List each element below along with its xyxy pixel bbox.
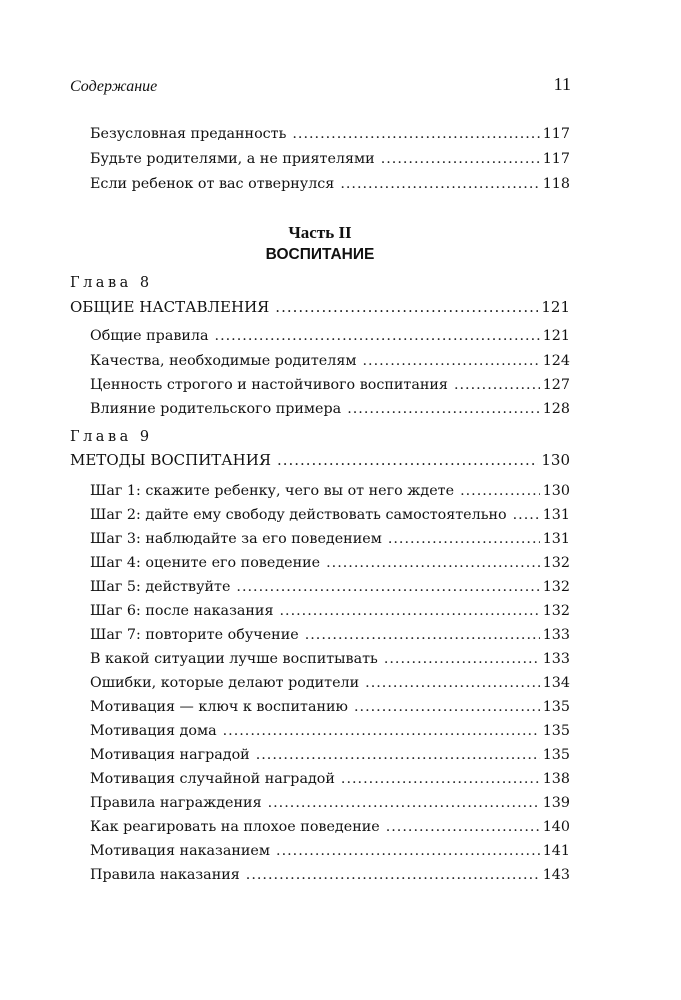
toc-entry-title: Мотивация наказанием xyxy=(90,843,271,859)
toc-entry-page: 121 xyxy=(542,328,570,344)
chapter-heading[interactable] xyxy=(70,298,570,316)
toc-entry-title: Будьте родителями, а не приятелями xyxy=(90,151,375,167)
dot-leader xyxy=(276,842,540,860)
toc-entry[interactable] xyxy=(90,746,570,764)
toc-entry-title: Общие правила xyxy=(90,328,209,344)
toc-entry[interactable] xyxy=(90,506,570,524)
chapter-title: МЕТОДЫ ВОСПИТАНИЯ xyxy=(70,451,271,469)
dot-leader xyxy=(236,578,539,596)
dot-leader xyxy=(362,352,539,370)
toc-entry-title: Шаг 2: дайте ему свободу действовать самостоятельно xyxy=(90,507,507,523)
dot-leader xyxy=(365,674,540,692)
part-subtitle: ВОСПИТАНИЕ xyxy=(265,246,375,263)
toc-entry-title: Качества, необходимые родителям xyxy=(90,353,357,369)
dot-leader xyxy=(386,818,540,836)
running-head-title: Содержание xyxy=(70,78,158,95)
toc-entry-title: Мотивация — ключ к воспитанию xyxy=(90,699,348,715)
toc-entry-title: Правила награждения xyxy=(90,795,262,811)
toc-entry-page: 132 xyxy=(542,579,570,595)
toc-entry[interactable] xyxy=(90,376,570,394)
toc-entry-title: Ценность строгого и настойчивого воспитания xyxy=(90,377,448,393)
toc-entry-page: 117 xyxy=(542,126,570,142)
toc-entry-page: 127 xyxy=(542,377,570,393)
toc-entry-page: 133 xyxy=(542,651,570,667)
dot-leader xyxy=(354,698,540,716)
toc-entry[interactable] xyxy=(90,125,570,143)
toc-entry[interactable] xyxy=(90,554,570,572)
toc-entry-page: 132 xyxy=(542,603,570,619)
dot-leader xyxy=(513,506,540,524)
toc-entry[interactable] xyxy=(90,770,570,788)
toc-entry[interactable] xyxy=(90,327,570,345)
chapter-page: 121 xyxy=(541,298,570,316)
toc-entry-page: 139 xyxy=(542,795,570,811)
toc-entry-title: Шаг 5: действуйте xyxy=(90,579,231,595)
chapter-title: ОБЩИЕ НАСТАВЛЕНИЯ xyxy=(70,298,270,316)
toc-entry[interactable] xyxy=(90,602,570,620)
page-number: 11 xyxy=(553,74,571,94)
dot-leader xyxy=(381,150,540,168)
toc-entry[interactable] xyxy=(90,818,570,836)
toc-entry[interactable] xyxy=(90,482,570,500)
toc-entry-page: 132 xyxy=(542,555,570,571)
dot-leader xyxy=(388,530,540,548)
dot-leader xyxy=(279,602,539,620)
toc-entry[interactable] xyxy=(90,842,570,860)
toc-entry-title: Шаг 6: после наказания xyxy=(90,603,274,619)
toc-entry[interactable] xyxy=(90,175,570,193)
toc-entry-page: 130 xyxy=(542,483,570,499)
dot-leader xyxy=(268,794,540,812)
toc-entry-page: 143 xyxy=(542,867,570,883)
toc-entry-page: 135 xyxy=(542,723,570,739)
toc-entry[interactable] xyxy=(90,150,570,168)
dot-leader xyxy=(275,298,538,316)
toc-entry[interactable] xyxy=(90,400,570,418)
toc-entry[interactable] xyxy=(90,722,570,740)
toc-entry-page: 128 xyxy=(542,401,570,417)
toc-entry-page: 133 xyxy=(542,627,570,643)
part-title: Часть II xyxy=(288,223,352,242)
dot-leader xyxy=(347,400,540,418)
chapter-label: Глава 8 xyxy=(70,275,153,291)
toc-entry-title: Правила наказания xyxy=(90,867,240,883)
toc-entry-title: Влияние родительского примера xyxy=(90,401,342,417)
toc-entry-title: Если ребенок от вас отвернулся xyxy=(90,176,335,192)
toc-entry-page: 135 xyxy=(542,747,570,763)
toc-entry-title: Как реагировать на плохое поведение xyxy=(90,819,380,835)
toc-entry-page: 138 xyxy=(542,771,570,787)
toc-entry[interactable] xyxy=(90,578,570,596)
chapter-label: Глава 9 xyxy=(70,429,153,445)
dot-leader xyxy=(256,746,540,764)
toc-entry-title: В какой ситуации лучше воспитывать xyxy=(90,651,378,667)
toc-entry[interactable] xyxy=(90,650,570,668)
dot-leader xyxy=(384,650,540,668)
dot-leader xyxy=(292,125,539,143)
dot-leader xyxy=(340,175,539,193)
toc-entry[interactable] xyxy=(90,698,570,716)
chapter-heading[interactable] xyxy=(70,451,570,469)
toc-entry[interactable] xyxy=(90,674,570,692)
toc-entry-page: 135 xyxy=(542,699,570,715)
toc-entry-page: 124 xyxy=(542,353,570,369)
toc-entry-page: 118 xyxy=(542,176,570,192)
dot-leader xyxy=(460,482,540,500)
toc-entry-title: Шаг 7: повторите обучение xyxy=(90,627,299,643)
toc-entry[interactable] xyxy=(90,530,570,548)
toc-entry[interactable] xyxy=(90,794,570,812)
chapter-page: 130 xyxy=(541,451,570,469)
toc-entry-title: Шаг 3: наблюдайте за его поведением xyxy=(90,531,382,547)
toc-entry-page: 134 xyxy=(542,675,570,691)
dot-leader xyxy=(246,866,540,884)
toc-entry-title: Безусловная преданность xyxy=(90,126,287,142)
toc-entry[interactable] xyxy=(90,866,570,884)
toc-entry-title: Мотивация наградой xyxy=(90,747,250,763)
toc-entry[interactable] xyxy=(90,626,570,644)
toc-entry-page: 117 xyxy=(542,151,570,167)
toc-entry-title: Мотивация дома xyxy=(90,723,217,739)
dot-leader xyxy=(454,376,540,394)
dot-leader xyxy=(341,770,540,788)
dot-leader xyxy=(326,554,540,572)
toc-entry[interactable] xyxy=(90,352,570,370)
toc-entry-title: Ошибки, которые делают родители xyxy=(90,675,360,691)
toc-entry-title: Шаг 4: оцените его поведение xyxy=(90,555,321,571)
dot-leader xyxy=(223,722,540,740)
toc-entry-title: Шаг 1: скажите ребенку, чего вы от него ждете xyxy=(90,483,455,499)
toc-entry-page: 131 xyxy=(542,507,570,523)
toc-entry-page: 140 xyxy=(542,819,570,835)
dot-leader xyxy=(277,451,538,469)
dot-leader xyxy=(305,626,540,644)
dot-leader xyxy=(215,327,540,345)
toc-entry-title: Мотивация случайной наградой xyxy=(90,771,335,787)
toc-entry-page: 141 xyxy=(542,843,570,859)
toc-entry-page: 131 xyxy=(542,531,570,547)
